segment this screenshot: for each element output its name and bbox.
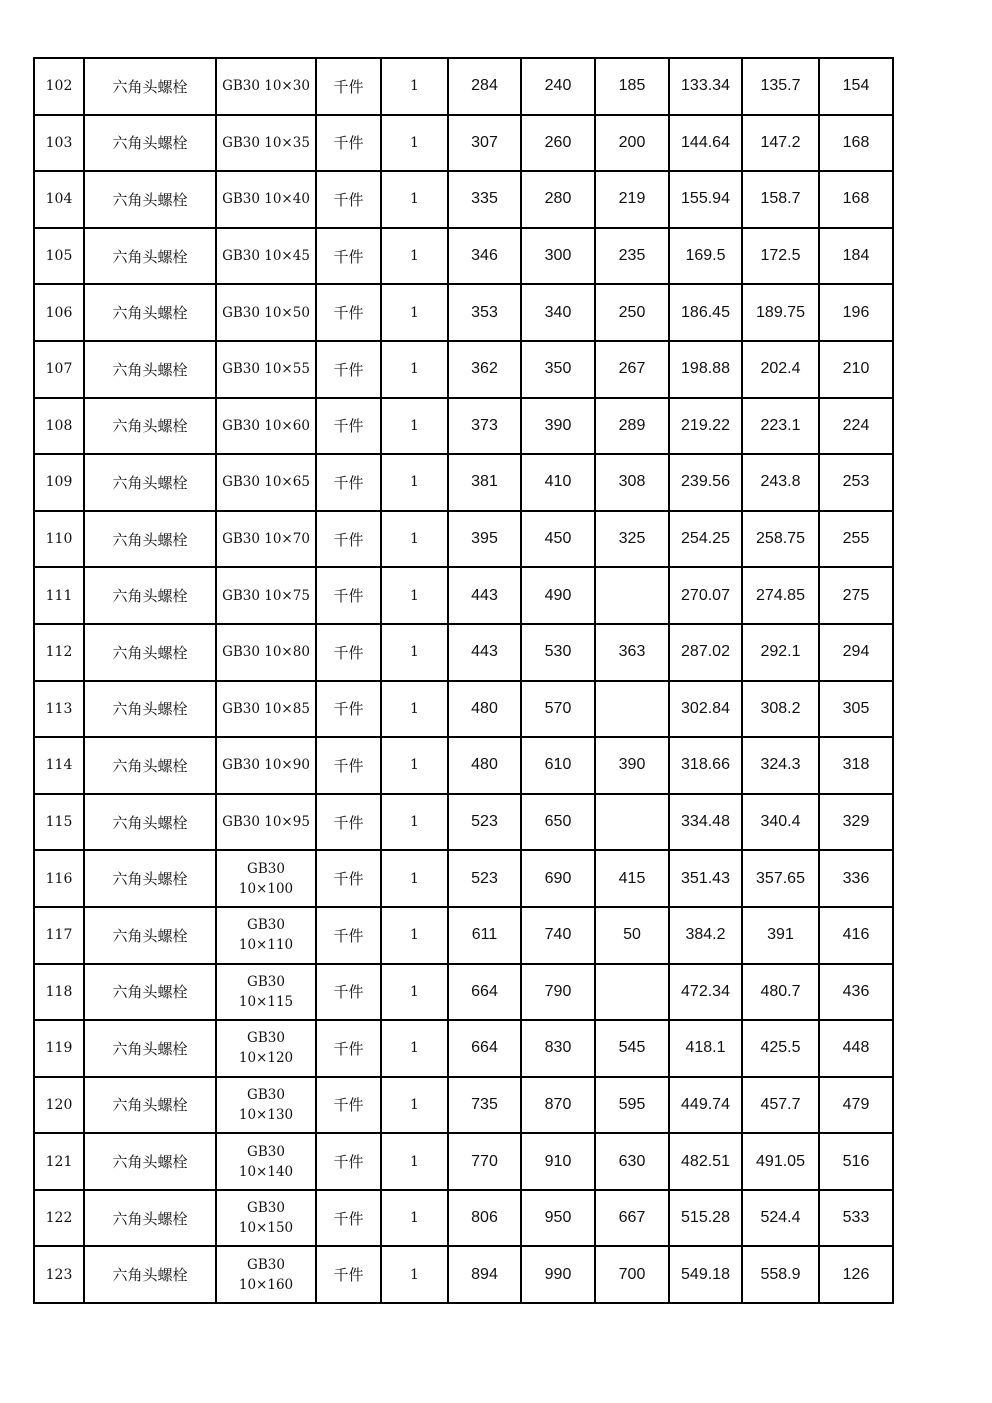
table-row [34, 737, 893, 794]
table-row [34, 341, 893, 398]
item-name-cell: 六角头螺栓 [84, 284, 216, 341]
value-cell-6: 479 [819, 1077, 893, 1134]
value-cell-1: 611 [448, 907, 521, 964]
value-cell-1: 664 [448, 964, 521, 1021]
spec-line: 10×100 [238, 880, 294, 897]
quantity-cell: 1 [381, 907, 448, 964]
spec-line: 10×115 [238, 993, 294, 1010]
unit-cell: 千件 [316, 341, 381, 398]
item-name-cell: 六角头螺栓 [84, 1133, 216, 1190]
quantity-cell: 1 [381, 454, 448, 511]
row-number-cell: 104 [34, 171, 84, 228]
unit-cell: 千件 [316, 58, 381, 115]
unit-cell: 千件 [316, 567, 381, 624]
spec-line: 10×160 [238, 1276, 294, 1293]
row-number-cell: 108 [34, 398, 84, 455]
spec-line: GB30 10×35 [222, 134, 310, 151]
unit-cell: 千件 [316, 964, 381, 1021]
quantity-cell: 1 [381, 115, 448, 172]
spec-cell [216, 511, 316, 568]
spec-line: GB30 10×30 [222, 78, 310, 95]
table-row [34, 681, 893, 738]
row-number-cell: 102 [34, 58, 84, 115]
value-cell-6: 275 [819, 567, 893, 624]
unit-cell: 千件 [316, 454, 381, 511]
unit-cell: 千件 [316, 1190, 381, 1247]
value-cell-1: 353 [448, 284, 521, 341]
value-cell-1: 381 [448, 454, 521, 511]
value-cell-2: 830 [521, 1020, 595, 1077]
table-row [34, 624, 893, 681]
value-cell-1: 664 [448, 1020, 521, 1077]
table-row [34, 1077, 893, 1134]
row-number-cell: 114 [34, 737, 84, 794]
row-number-cell: 106 [34, 284, 84, 341]
quantity-cell: 1 [381, 228, 448, 285]
value-cell-6: 154 [819, 58, 893, 115]
row-number-cell: 110 [34, 511, 84, 568]
value-cell-3: 200 [595, 115, 669, 172]
item-name-cell: 六角头螺栓 [84, 341, 216, 398]
spec-cell [216, 1190, 316, 1247]
item-name-cell: 六角头螺栓 [84, 58, 216, 115]
item-name-cell: 六角头螺栓 [84, 171, 216, 228]
value-cell-2: 530 [521, 624, 595, 681]
unit-cell: 千件 [316, 1246, 381, 1303]
spec-line: GB30 10×70 [222, 531, 310, 548]
spec-line: GB30 10×65 [222, 474, 310, 491]
value-cell-2: 650 [521, 794, 595, 851]
value-cell-1: 806 [448, 1190, 521, 1247]
table-row [34, 1020, 893, 1077]
value-cell-5: 324.3 [742, 737, 819, 794]
spec-line: GB30 [247, 1030, 285, 1047]
value-cell-1: 443 [448, 624, 521, 681]
unit-cell: 千件 [316, 737, 381, 794]
quantity-cell: 1 [381, 794, 448, 851]
value-cell-6: 184 [819, 228, 893, 285]
value-cell-2: 280 [521, 171, 595, 228]
row-number-cell: 112 [34, 624, 84, 681]
value-cell-1: 770 [448, 1133, 521, 1190]
spec-line: 10×130 [238, 1106, 294, 1123]
value-cell-6: 416 [819, 907, 893, 964]
spec-line: GB30 [247, 1256, 285, 1273]
value-cell-2: 240 [521, 58, 595, 115]
value-cell-2: 790 [521, 964, 595, 1021]
value-cell-5: 425.5 [742, 1020, 819, 1077]
value-cell-6: 224 [819, 398, 893, 455]
row-number-cell: 109 [34, 454, 84, 511]
value-cell-3: 219 [595, 171, 669, 228]
value-cell-5: 274.85 [742, 567, 819, 624]
item-name-cell: 六角头螺栓 [84, 567, 216, 624]
spec-cell [216, 1077, 316, 1134]
value-cell-1: 523 [448, 794, 521, 851]
item-name-cell: 六角头螺栓 [84, 737, 216, 794]
value-cell-5: 147.2 [742, 115, 819, 172]
value-cell-4: 472.34 [669, 964, 742, 1021]
value-cell-2: 260 [521, 115, 595, 172]
value-cell-2: 450 [521, 511, 595, 568]
value-cell-1: 362 [448, 341, 521, 398]
spec-line: GB30 10×80 [222, 644, 310, 661]
table-row [34, 964, 893, 1021]
value-cell-5: 391 [742, 907, 819, 964]
item-name-cell: 六角头螺栓 [84, 115, 216, 172]
row-number-cell: 119 [34, 1020, 84, 1077]
spec-line: GB30 [247, 917, 285, 934]
value-cell-3 [595, 567, 669, 624]
value-cell-6: 255 [819, 511, 893, 568]
item-name-cell: 六角头螺栓 [84, 454, 216, 511]
price-table [33, 57, 894, 1304]
value-cell-3: 289 [595, 398, 669, 455]
spec-cell [216, 964, 316, 1021]
value-cell-4: 384.2 [669, 907, 742, 964]
value-cell-6: 533 [819, 1190, 893, 1247]
spec-cell [216, 228, 316, 285]
table-row [34, 284, 893, 341]
item-name-cell: 六角头螺栓 [84, 624, 216, 681]
row-number-cell: 107 [34, 341, 84, 398]
quantity-cell: 1 [381, 284, 448, 341]
value-cell-3 [595, 964, 669, 1021]
quantity-cell: 1 [381, 681, 448, 738]
item-name-cell: 六角头螺栓 [84, 681, 216, 738]
value-cell-1: 335 [448, 171, 521, 228]
spec-line: GB30 10×60 [222, 417, 310, 434]
value-cell-2: 570 [521, 681, 595, 738]
value-cell-4: 287.02 [669, 624, 742, 681]
spec-cell [216, 284, 316, 341]
unit-cell: 千件 [316, 794, 381, 851]
value-cell-2: 950 [521, 1190, 595, 1247]
spec-cell [216, 907, 316, 964]
value-cell-2: 740 [521, 907, 595, 964]
table-row [34, 58, 893, 115]
value-cell-5: 223.1 [742, 398, 819, 455]
item-name-cell: 六角头螺栓 [84, 1190, 216, 1247]
spec-line: GB30 [247, 1086, 285, 1103]
spec-cell [216, 850, 316, 907]
value-cell-2: 350 [521, 341, 595, 398]
value-cell-5: 243.8 [742, 454, 819, 511]
value-cell-5: 357.65 [742, 850, 819, 907]
spec-cell [216, 58, 316, 115]
table-body [34, 58, 893, 1303]
spec-cell [216, 1020, 316, 1077]
unit-cell: 千件 [316, 624, 381, 681]
spec-cell [216, 1246, 316, 1303]
unit-cell: 千件 [316, 398, 381, 455]
row-number-cell: 120 [34, 1077, 84, 1134]
value-cell-4: 155.94 [669, 171, 742, 228]
value-cell-3 [595, 794, 669, 851]
row-number-cell: 111 [34, 567, 84, 624]
value-cell-4: 169.5 [669, 228, 742, 285]
table-row [34, 115, 893, 172]
value-cell-1: 373 [448, 398, 521, 455]
value-cell-6: 210 [819, 341, 893, 398]
quantity-cell: 1 [381, 850, 448, 907]
spec-line: 10×110 [238, 937, 294, 954]
value-cell-6: 196 [819, 284, 893, 341]
row-number-cell: 121 [34, 1133, 84, 1190]
value-cell-3: 185 [595, 58, 669, 115]
spec-line: GB30 10×45 [222, 248, 310, 265]
value-cell-3: 630 [595, 1133, 669, 1190]
spec-line: GB30 [247, 1143, 285, 1160]
value-cell-5: 491.05 [742, 1133, 819, 1190]
value-cell-4: 144.64 [669, 115, 742, 172]
spec-line: 10×150 [238, 1220, 294, 1237]
unit-cell: 千件 [316, 850, 381, 907]
value-cell-2: 870 [521, 1077, 595, 1134]
item-name-cell: 六角头螺栓 [84, 228, 216, 285]
unit-cell: 千件 [316, 907, 381, 964]
spec-line: GB30 [247, 860, 285, 877]
spec-line: GB30 10×90 [222, 757, 310, 774]
value-cell-6: 318 [819, 737, 893, 794]
quantity-cell: 1 [381, 58, 448, 115]
row-number-cell: 116 [34, 850, 84, 907]
item-name-cell: 六角头螺栓 [84, 398, 216, 455]
table-row [34, 511, 893, 568]
quantity-cell: 1 [381, 624, 448, 681]
value-cell-3: 700 [595, 1246, 669, 1303]
spec-cell [216, 454, 316, 511]
value-cell-6: 329 [819, 794, 893, 851]
value-cell-4: 254.25 [669, 511, 742, 568]
quantity-cell: 1 [381, 1246, 448, 1303]
spec-line: GB30 10×40 [222, 191, 310, 208]
value-cell-3: 235 [595, 228, 669, 285]
row-number-cell: 113 [34, 681, 84, 738]
spec-cell [216, 1133, 316, 1190]
item-name-cell: 六角头螺栓 [84, 1077, 216, 1134]
value-cell-2: 690 [521, 850, 595, 907]
unit-cell: 千件 [316, 1020, 381, 1077]
spec-cell [216, 681, 316, 738]
value-cell-1: 284 [448, 58, 521, 115]
value-cell-4: 549.18 [669, 1246, 742, 1303]
quantity-cell: 1 [381, 1077, 448, 1134]
value-cell-3: 363 [595, 624, 669, 681]
value-cell-3: 250 [595, 284, 669, 341]
item-name-cell: 六角头螺栓 [84, 964, 216, 1021]
value-cell-2: 340 [521, 284, 595, 341]
table-row [34, 907, 893, 964]
spec-line: GB30 [247, 1200, 285, 1217]
value-cell-3: 667 [595, 1190, 669, 1247]
value-cell-4: 186.45 [669, 284, 742, 341]
value-cell-5: 457.7 [742, 1077, 819, 1134]
item-name-cell: 六角头螺栓 [84, 850, 216, 907]
unit-cell: 千件 [316, 284, 381, 341]
quantity-cell: 1 [381, 511, 448, 568]
table-row [34, 794, 893, 851]
quantity-cell: 1 [381, 1020, 448, 1077]
value-cell-4: 198.88 [669, 341, 742, 398]
table-row [34, 398, 893, 455]
value-cell-5: 292.1 [742, 624, 819, 681]
value-cell-6: 294 [819, 624, 893, 681]
spec-line: GB30 [247, 973, 285, 990]
unit-cell: 千件 [316, 681, 381, 738]
value-cell-5: 258.75 [742, 511, 819, 568]
item-name-cell: 六角头螺栓 [84, 1020, 216, 1077]
spec-cell [216, 737, 316, 794]
row-number-cell: 103 [34, 115, 84, 172]
value-cell-2: 910 [521, 1133, 595, 1190]
table-row [34, 1246, 893, 1303]
value-cell-5: 158.7 [742, 171, 819, 228]
unit-cell: 千件 [316, 1133, 381, 1190]
spec-cell [216, 171, 316, 228]
value-cell-2: 610 [521, 737, 595, 794]
value-cell-3: 325 [595, 511, 669, 568]
row-number-cell: 117 [34, 907, 84, 964]
spec-cell [216, 624, 316, 681]
value-cell-4: 418.1 [669, 1020, 742, 1077]
value-cell-3: 308 [595, 454, 669, 511]
value-cell-4: 334.48 [669, 794, 742, 851]
quantity-cell: 1 [381, 737, 448, 794]
value-cell-1: 443 [448, 567, 521, 624]
value-cell-1: 395 [448, 511, 521, 568]
spec-line: GB30 10×50 [222, 304, 310, 321]
value-cell-1: 480 [448, 737, 521, 794]
quantity-cell: 1 [381, 567, 448, 624]
value-cell-4: 482.51 [669, 1133, 742, 1190]
value-cell-1: 480 [448, 681, 521, 738]
row-number-cell: 123 [34, 1246, 84, 1303]
value-cell-5: 480.7 [742, 964, 819, 1021]
value-cell-2: 490 [521, 567, 595, 624]
row-number-cell: 122 [34, 1190, 84, 1247]
value-cell-6: 336 [819, 850, 893, 907]
spec-cell [216, 794, 316, 851]
table-row [34, 567, 893, 624]
value-cell-4: 351.43 [669, 850, 742, 907]
value-cell-4: 133.34 [669, 58, 742, 115]
value-cell-3: 415 [595, 850, 669, 907]
item-name-cell: 六角头螺栓 [84, 511, 216, 568]
spec-line: 10×120 [238, 1050, 294, 1067]
value-cell-6: 516 [819, 1133, 893, 1190]
value-cell-2: 410 [521, 454, 595, 511]
value-cell-5: 172.5 [742, 228, 819, 285]
row-number-cell: 115 [34, 794, 84, 851]
value-cell-5: 308.2 [742, 681, 819, 738]
value-cell-3: 545 [595, 1020, 669, 1077]
value-cell-6: 168 [819, 171, 893, 228]
unit-cell: 千件 [316, 1077, 381, 1134]
quantity-cell: 1 [381, 964, 448, 1021]
value-cell-6: 305 [819, 681, 893, 738]
value-cell-5: 202.4 [742, 341, 819, 398]
value-cell-2: 990 [521, 1246, 595, 1303]
value-cell-5: 340.4 [742, 794, 819, 851]
unit-cell: 千件 [316, 115, 381, 172]
item-name-cell: 六角头螺栓 [84, 907, 216, 964]
unit-cell: 千件 [316, 171, 381, 228]
value-cell-6: 253 [819, 454, 893, 511]
table-row [34, 454, 893, 511]
spec-cell [216, 115, 316, 172]
table-row [34, 171, 893, 228]
value-cell-4: 318.66 [669, 737, 742, 794]
value-cell-4: 239.56 [669, 454, 742, 511]
quantity-cell: 1 [381, 341, 448, 398]
value-cell-1: 346 [448, 228, 521, 285]
spec-line: 10×140 [238, 1163, 294, 1180]
value-cell-1: 523 [448, 850, 521, 907]
value-cell-3 [595, 681, 669, 738]
value-cell-1: 735 [448, 1077, 521, 1134]
value-cell-5: 189.75 [742, 284, 819, 341]
table-row [34, 228, 893, 285]
value-cell-6: 168 [819, 115, 893, 172]
value-cell-2: 300 [521, 228, 595, 285]
table-row [34, 1133, 893, 1190]
value-cell-4: 219.22 [669, 398, 742, 455]
spec-cell [216, 398, 316, 455]
quantity-cell: 1 [381, 171, 448, 228]
unit-cell: 千件 [316, 228, 381, 285]
quantity-cell: 1 [381, 1133, 448, 1190]
item-name-cell: 六角头螺栓 [84, 794, 216, 851]
value-cell-2: 390 [521, 398, 595, 455]
value-cell-4: 515.28 [669, 1190, 742, 1247]
value-cell-4: 302.84 [669, 681, 742, 738]
value-cell-4: 270.07 [669, 567, 742, 624]
unit-cell: 千件 [316, 511, 381, 568]
quantity-cell: 1 [381, 1190, 448, 1247]
value-cell-3: 50 [595, 907, 669, 964]
value-cell-1: 894 [448, 1246, 521, 1303]
value-cell-5: 135.7 [742, 58, 819, 115]
value-cell-6: 126 [819, 1246, 893, 1303]
value-cell-3: 267 [595, 341, 669, 398]
spec-line: GB30 10×85 [222, 700, 310, 717]
value-cell-6: 436 [819, 964, 893, 1021]
value-cell-5: 524.4 [742, 1190, 819, 1247]
spec-cell [216, 341, 316, 398]
value-cell-5: 558.9 [742, 1246, 819, 1303]
row-number-cell: 118 [34, 964, 84, 1021]
value-cell-4: 449.74 [669, 1077, 742, 1134]
value-cell-6: 448 [819, 1020, 893, 1077]
value-cell-1: 307 [448, 115, 521, 172]
row-number-cell: 105 [34, 228, 84, 285]
spec-line: GB30 10×95 [222, 814, 310, 831]
value-cell-3: 390 [595, 737, 669, 794]
spec-line: GB30 10×75 [222, 587, 310, 604]
item-name-cell: 六角头螺栓 [84, 1246, 216, 1303]
quantity-cell: 1 [381, 398, 448, 455]
spec-cell [216, 567, 316, 624]
table-row [34, 1190, 893, 1247]
value-cell-3: 595 [595, 1077, 669, 1134]
spec-line: GB30 10×55 [222, 361, 310, 378]
table-row [34, 850, 893, 907]
